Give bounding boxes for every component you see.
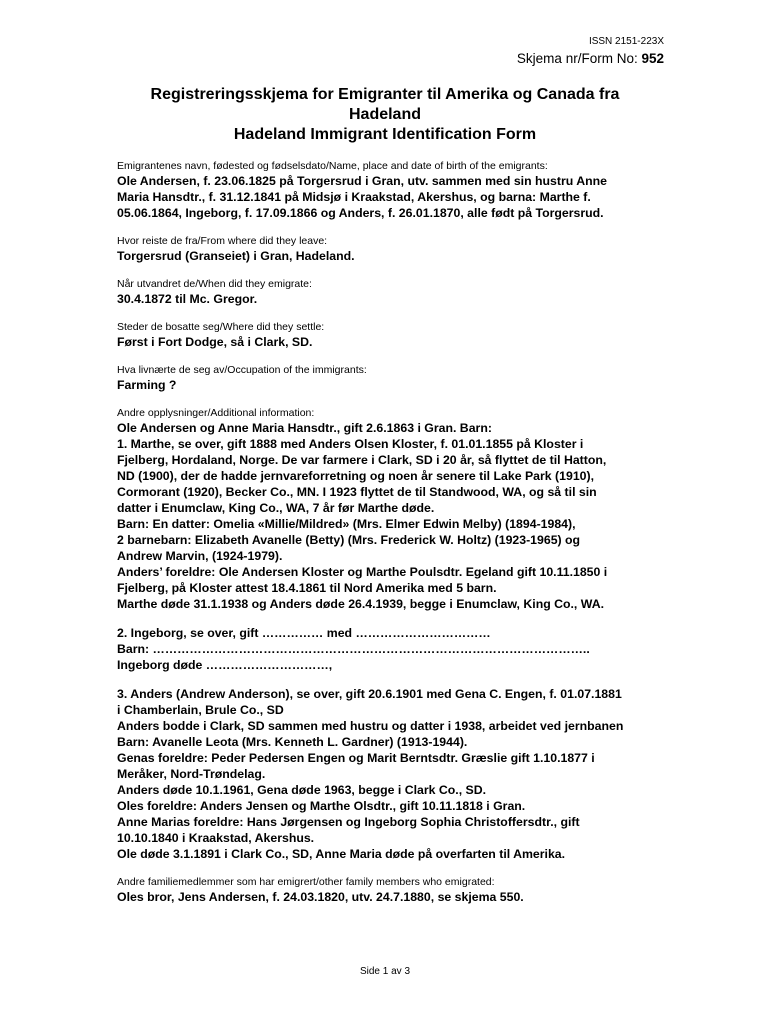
additional-label: Andre opplysninger/Additional information: xyxy=(117,407,315,419)
title-line-1: Registreringsskjema for Emigranter til Amerika og Canada fra xyxy=(150,86,620,103)
title-line-2: Hadeland xyxy=(348,106,421,123)
issn-number: ISSN 2151-223X xyxy=(588,36,664,47)
additional-para-anders: 3. Anders (Andrew Anderson), se over, gift 20.6.1901 med Gena C. Engen, f. 01.07.1881 i Chamberlain, Brule Co., SD Anders bodde i Clark, SD sammen med hustru og datter i 1938, arbeidet ved jernbanen Barn: Avanelle Leota (Mrs. Kenneth L. Gardner) (1913-1944). Genas foreldre: Peder Pedersen Engen og Marit Berntsdtr. Græslie gift 1.10.1877 i Meråker, Nord-Trøndelag. Anders døde 10.1.1961, Gena døde 1963, begge i Clark Co., SD. Oles foreldre: Anders Jensen og Marthe Olsdtr., gift 10.11.1818 i Gran. Anne Marias foreldre: Hans Jørgensen og Ingeborg Sophia Christoffersdtr., gift 10.10.1840 i Kraakstad, Akershus. Ole døde 3.1.1891 i Clark Co., SD, Anne Maria døde på overfarten til Amerika. xyxy=(117,687,624,861)
names-label: Emigrantenes navn, fødested og fødselsdato/Name, place and date of birth of the emigrants: xyxy=(117,160,548,172)
additional-para-ingeborg: 2. Ingeborg, se over, gift …………… med …………………………… Barn: …………………………………………………………………………………………….. Ingeborg døde …………………………, xyxy=(117,626,590,672)
when-label: Når utvandret de/When did they emigrate: xyxy=(117,278,312,290)
family-label: Andre familiemedlemmer som har emigrert/other family members who emigrated: xyxy=(117,876,495,888)
settle-value: Først i Fort Dodge, så i Clark, SD. xyxy=(117,335,313,349)
occupation-value: Farming ? xyxy=(117,378,177,392)
settle-label: Steder de bosatte seg/Where did they settle: xyxy=(117,321,325,333)
from-value: Torgersrud (Granseiet) i Gran, Hadeland. xyxy=(117,249,355,263)
title-line-3: Hadeland Immigrant Identification Form xyxy=(233,126,537,143)
names-value: Ole Andersen, f. 23.06.1825 på Torgersrud i Gran, utv. sammen med sin hustru Anne Maria Hansdtr., f. 31.12.1841 på Midsjø i Kraakstad, Akershus, og barna: Marthe f. 05.06.1864, Ingeborg, f. 17.09.1866 og Anders, f. 26.01.1870, alle født på Torgersrud. xyxy=(117,174,607,220)
family-value: Oles bror, Jens Andersen, f. 24.03.1820, utv. 24.7.1880, se skjema 550. xyxy=(117,890,524,904)
when-value: 30.4.1872 til Mc. Gregor. xyxy=(117,292,258,306)
additional-para-marthe: Ole Andersen og Anne Maria Hansdtr., gift 2.6.1863 i Gran. Barn: 1. Marthe, se over, gift 1888 med Anders Olsen Kloster, f. 01.01.1855 på Kloster i Fjelberg, Hordaland, Norge. De var farmere i Clark, SD i 20 år, så flyttet de til Hatton, ND (1900), der de hadde jernvareforretning og noen år senere til Lake Park (1910), Cormorant (1920), Becker Co., MN. I 1923 flyttet de til Standwood, WA, og så til sin datter i Enumclaw, King Co., WA, 7 år før Marthe døde. Barn: En datter: Omelia «Millie/Mildred» (Mrs. Elmer Edwin Melby) (1894-1984), 2 barnebarn: Elizabeth Avanelle (Betty) (Mrs. Frederick W. Holtz) (1923-1965) og Andrew Marvin, (1924-1979). Anders’ foreldre: Ole Andersen Kloster og Marthe Poulsdtr. Egeland gift 10.11.1850 i Fjelberg, på Kloster attest 18.4.1861 til Nord Amerika med 5 barn. Marthe døde 31.1.1938 og Anders døde 26.4.1939, begge i Enumclaw, King Co., WA. xyxy=(117,421,608,611)
form-number-value: 952 xyxy=(641,51,664,66)
from-label: Hvor reiste de fra/From where did they leave: xyxy=(117,235,328,247)
form-title xyxy=(100,85,670,145)
page-number: Side 1 av 3 xyxy=(359,966,411,977)
form-number-line xyxy=(517,51,664,66)
form-number-label: Skjema nr/Form No: xyxy=(516,51,638,66)
occupation-label: Hva livnærte de seg av/Occupation of the immigrants: xyxy=(117,364,367,376)
form-body xyxy=(117,160,665,905)
